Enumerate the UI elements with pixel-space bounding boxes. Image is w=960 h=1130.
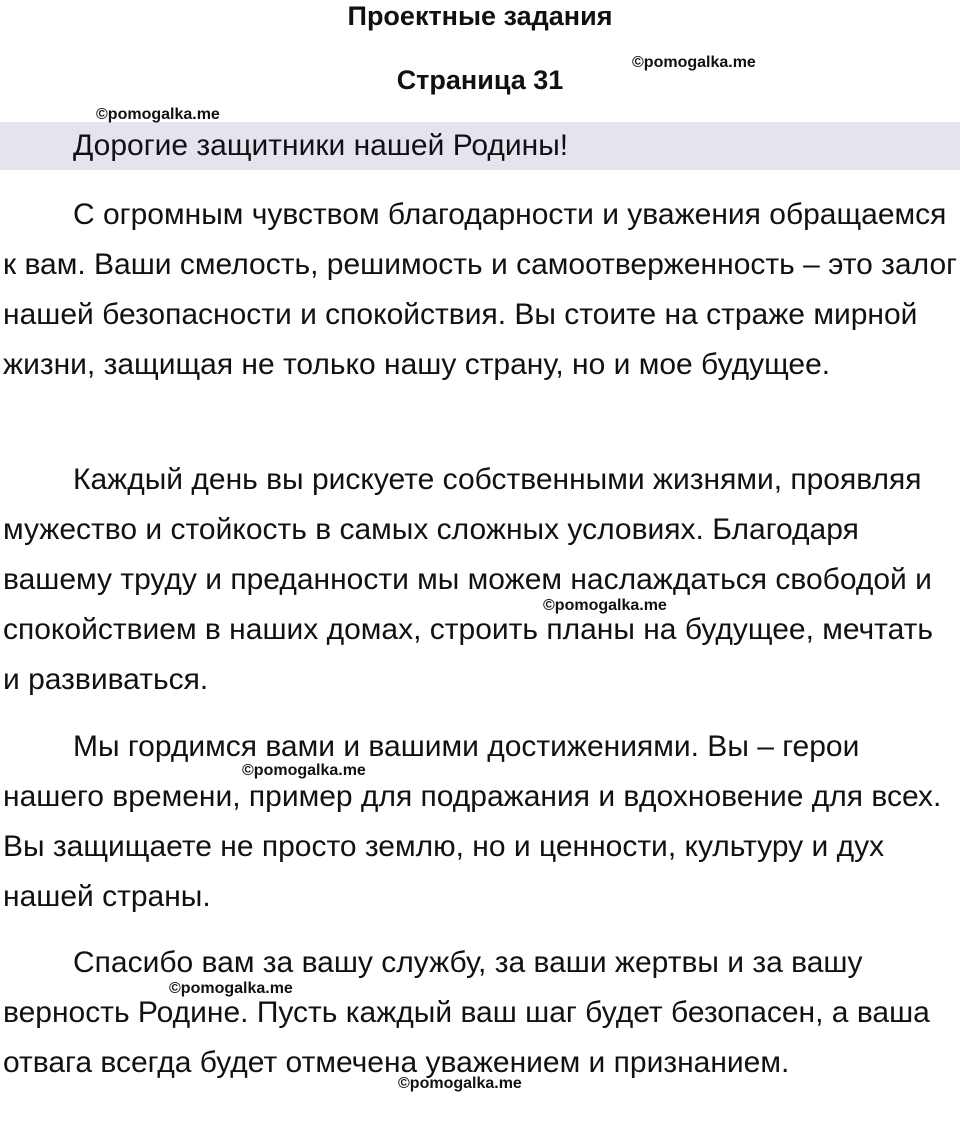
watermark: ©pomogalka.me xyxy=(242,762,366,779)
page-subtitle: Страница 31 xyxy=(396,65,564,95)
letter-paragraph-2: Каждый день вы рискуете собственными жизнями, проявляя мужество и стойкость в самых сложных условиях. Благодаря вашему труду и преданности мы можем наслаждаться свободой и спокойствием в наших домах, строить планы на будущее, мечтать и развиваться. xyxy=(3,463,933,696)
watermark: ©pomogalka.me xyxy=(543,597,667,614)
watermark: ©pomogalka.me xyxy=(398,1075,522,1092)
letter-paragraph-1: С огромным чувством благодарности и уважения обращаемся к вам. Ваши смелость, решимость и самоотверженность – это залог нашей безопасности и спокойствия. Вы стоите на страже мирной жизни, защищая не только нашу страну, но и мое будущее. xyxy=(3,198,958,381)
watermark: ©pomogalka.me xyxy=(96,106,220,123)
page-title: Проектные задания xyxy=(347,1,613,31)
letter-greeting: Дорогие защитники нашей Родины! xyxy=(73,129,569,162)
letter-paragraph-4: Спасибо вам за вашу службу, за ваши жертвы и за вашу верность Родине. Пусть каждый ваш шаг будет безопасен, а ваша отвага всегда будет отмечена уважением и признанием. xyxy=(3,946,930,1079)
watermark: ©pomogalka.me xyxy=(632,54,756,71)
letter-paragraph-3: Мы гордимся вами и вашими достижениями. Вы – герои нашего времени, пример для подражания и вдохновение для всех. Вы защищаете не просто землю, но и ценности, культуру и дух нашей страны. xyxy=(3,730,942,913)
watermark: ©pomogalka.me xyxy=(169,980,293,997)
